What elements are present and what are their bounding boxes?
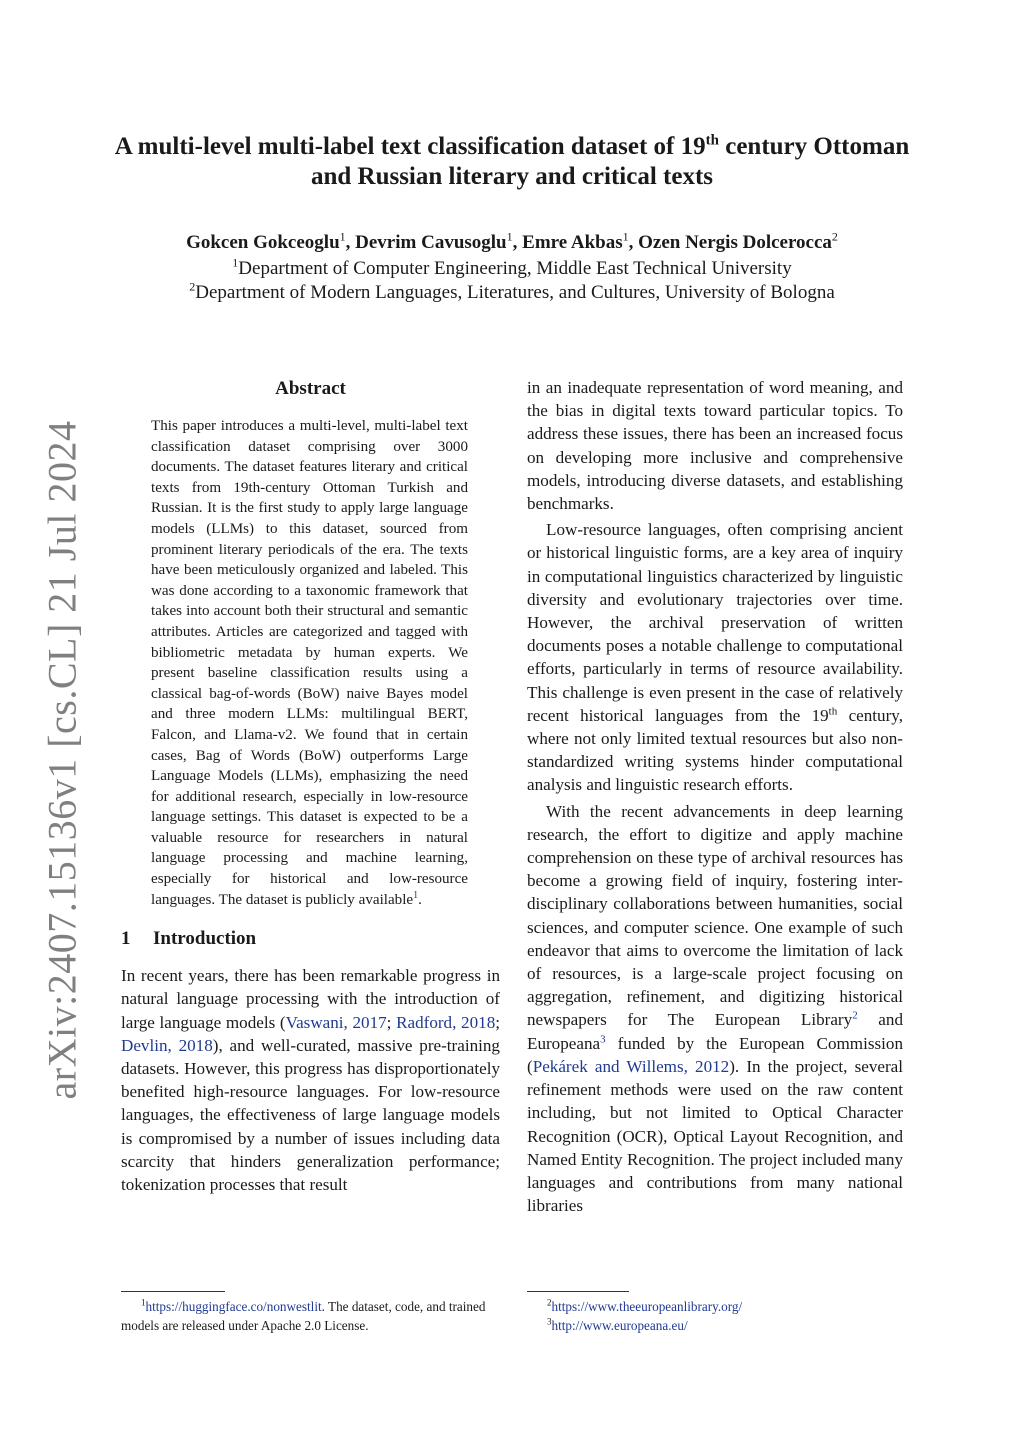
footnote-2-url[interactable]: https://www.theeuropeanlibrary.org/ bbox=[551, 1299, 743, 1314]
citation-pekarek[interactable]: Pekárek and Willems, 2012 bbox=[532, 1056, 730, 1076]
abstract-body bbox=[151, 416, 468, 910]
author-name: Devrim Cavusoglu bbox=[355, 232, 507, 253]
author-name: Ozen Nergis Dolcerocca bbox=[638, 232, 832, 253]
footnote-mark: 3 bbox=[547, 1316, 552, 1327]
title-line1-post: century Ottoman bbox=[718, 133, 910, 160]
abstract-heading: Abstract bbox=[275, 378, 346, 399]
title-line1-pre: A multi-level multi-label text classification dataset of 19 bbox=[114, 133, 706, 160]
author-affil-mark: 1 bbox=[506, 229, 513, 244]
footnote-2 bbox=[527, 1297, 903, 1316]
abstract-text: This paper introduces a multi-level, multi-label text classification dataset comprising over 3000 documents. The dataset features literary and critical texts from 19th-century Ottoman Turkish and Russian. It is the first study to apply large language models (LLMs) to this dataset, sourced from prominent literary periodicals of the era. The texts have been meticulously organized and labeled. This was done according to a taxonomic framework that takes into account both their structural and semantic attributes. Articles are categorized and tagged with bibliometric metadata by human experts. We present baseline classification results using a classical bag-of-words (BoW) naive Bayes model and three modern LLMs: multilingual BERT, Falcon, and Llama-v2. We found that in certain cases, Bag of Words (BoW) outperforms Large Language Models (LLMs), emphasizing the need for additional research, especially in low-resource language settings. This dataset is expected to be a valuable resource for researchers in natural language processing and machine learning, especially for historical and low-resource languages. The dataset is publicly available bbox=[151, 418, 468, 908]
footnote-rule bbox=[121, 1291, 225, 1292]
affiliation-text: Department of Modern Languages, Literatures, and Cultures, University of Bologna bbox=[195, 282, 835, 303]
paragraph-text: funded by the European Commission ( bbox=[527, 1033, 903, 1076]
author-affil-mark: 1 bbox=[622, 229, 629, 244]
citation-devlin[interactable]: Devlin, 2018 bbox=[121, 1035, 213, 1055]
footnote-rule bbox=[527, 1291, 629, 1292]
author-list bbox=[100, 231, 924, 255]
footnotes-left bbox=[121, 1297, 501, 1335]
footnote-2-link[interactable]: 2 bbox=[852, 1009, 858, 1022]
affiliation-2 bbox=[100, 281, 924, 305]
footnote-1-url[interactable]: https://huggingface.co/nonwestlit bbox=[145, 1299, 322, 1314]
author-separator: , bbox=[512, 232, 523, 253]
author-affil-mark: 2 bbox=[831, 229, 838, 244]
paragraph-text: ). In the project, several refinement methods were used on the raw content including, but not limited to Optical Character Recognition (OCR), Optical Layout Recognition, and Named Entity Recognition. The project included many languages and contributions from many national libraries bbox=[527, 1056, 903, 1216]
author-name: Emre Akbas bbox=[522, 232, 623, 253]
citation-separator: ; bbox=[495, 1012, 500, 1032]
title-line2: and Russian literary and critical texts bbox=[310, 163, 714, 190]
affiliation-1 bbox=[100, 257, 924, 281]
section-number: 1 bbox=[121, 928, 131, 950]
affiliation-text: Department of Computer Engineering, Middle East Technical University bbox=[238, 258, 792, 279]
footnote-3-link[interactable]: 3 bbox=[600, 1033, 606, 1045]
title-superscript: th bbox=[705, 132, 719, 149]
introduction-paragraph-1 bbox=[121, 964, 500, 1196]
abstract-end: . bbox=[418, 891, 422, 908]
paragraph-text: century, where not only limited textual resources but also non-standardized writing systems hinder computational analysis and linguistic research efforts. bbox=[527, 705, 904, 795]
right-paragraph-2 bbox=[527, 518, 903, 796]
section-heading-introduction bbox=[121, 926, 500, 952]
author-name: Gokcen Gokceoglu bbox=[186, 232, 340, 253]
footnote-text: . The dataset, code, and trained models are released under Apache 2.0 License. bbox=[121, 1299, 486, 1333]
footnote-1 bbox=[121, 1297, 501, 1335]
left-column bbox=[121, 376, 500, 1196]
paragraph-text: In recent years, there has been remarkable progress in natural language processing with the introduction of large language models ( bbox=[121, 966, 500, 1032]
affiliation-mark: 2 bbox=[189, 279, 196, 294]
right-column bbox=[527, 376, 903, 1217]
superscript: th bbox=[828, 705, 838, 718]
paper-title bbox=[100, 132, 924, 192]
author-separator: , bbox=[345, 232, 356, 253]
footnote-3-url[interactable]: http://www.europeana.eu/ bbox=[551, 1318, 688, 1333]
citation-radford[interactable]: Radford, 2018 bbox=[396, 1012, 496, 1032]
author-separator: , bbox=[628, 232, 639, 253]
paragraph-text: Low-resource languages, often comprising ancient or historical linguistic forms, are a key area of inquiry in computational linguistics characterized by linguistic diversity and evolutionary trajectories over time. However, the archival preservation of written documents poses a notable challenge to computational efforts, particularly in terms of resource availability. This challenge is even present in the case of relatively recent historical languages from the 19 bbox=[527, 520, 903, 725]
footnote-mark: 2 bbox=[547, 1297, 552, 1308]
right-paragraph-1: in an inadequate representation of word meaning, and the bias in digital texts toward particular topics. To address these issues, there has been an increased focus on developing more inclusive and comprehensive models, introducing diverse datasets, and establishing benchmarks. bbox=[527, 378, 903, 514]
citation-vaswani[interactable]: Vaswani, 2017 bbox=[285, 1012, 387, 1032]
paragraph-text: ), and well-curated, massive pre-training datasets. However, this progress has disproportionately benefited high-resource languages. For low-resource languages, the effectiveness of large language models is compromised by a number of issues including data scarcity that hinders generalization performance; tokenization processes that result bbox=[121, 1035, 500, 1195]
footnote-1-link[interactable]: 1 bbox=[413, 889, 419, 901]
footnote-3 bbox=[527, 1316, 903, 1335]
section-title: Introduction bbox=[153, 928, 257, 950]
affiliation-mark: 1 bbox=[232, 255, 239, 270]
citation-separator: ; bbox=[386, 1012, 397, 1032]
footnotes-right bbox=[527, 1297, 903, 1335]
paragraph-text: and Europeana bbox=[527, 1010, 903, 1053]
footnote-mark: 1 bbox=[141, 1297, 146, 1308]
right-paragraph-3 bbox=[527, 800, 903, 1218]
arxiv-identifier: arXiv:2407.15136v1 [cs.CL] 21 Jul 2024 bbox=[39, 420, 85, 1100]
author-affil-mark: 1 bbox=[339, 229, 346, 244]
paragraph-text: With the recent advancements in deep learning research, the effort to digitize and apply machine comprehension on these type of archival resources has become a growing field of inquiry, fostering inter-disciplinary collaborations between humanities, social sciences, and computer science. One example of such endeavor that aims to overcome the limitation of lack of resources, is a large-scale project focusing on aggregation, refinement, and digitizing historical newspapers for The European Library bbox=[527, 801, 903, 1030]
